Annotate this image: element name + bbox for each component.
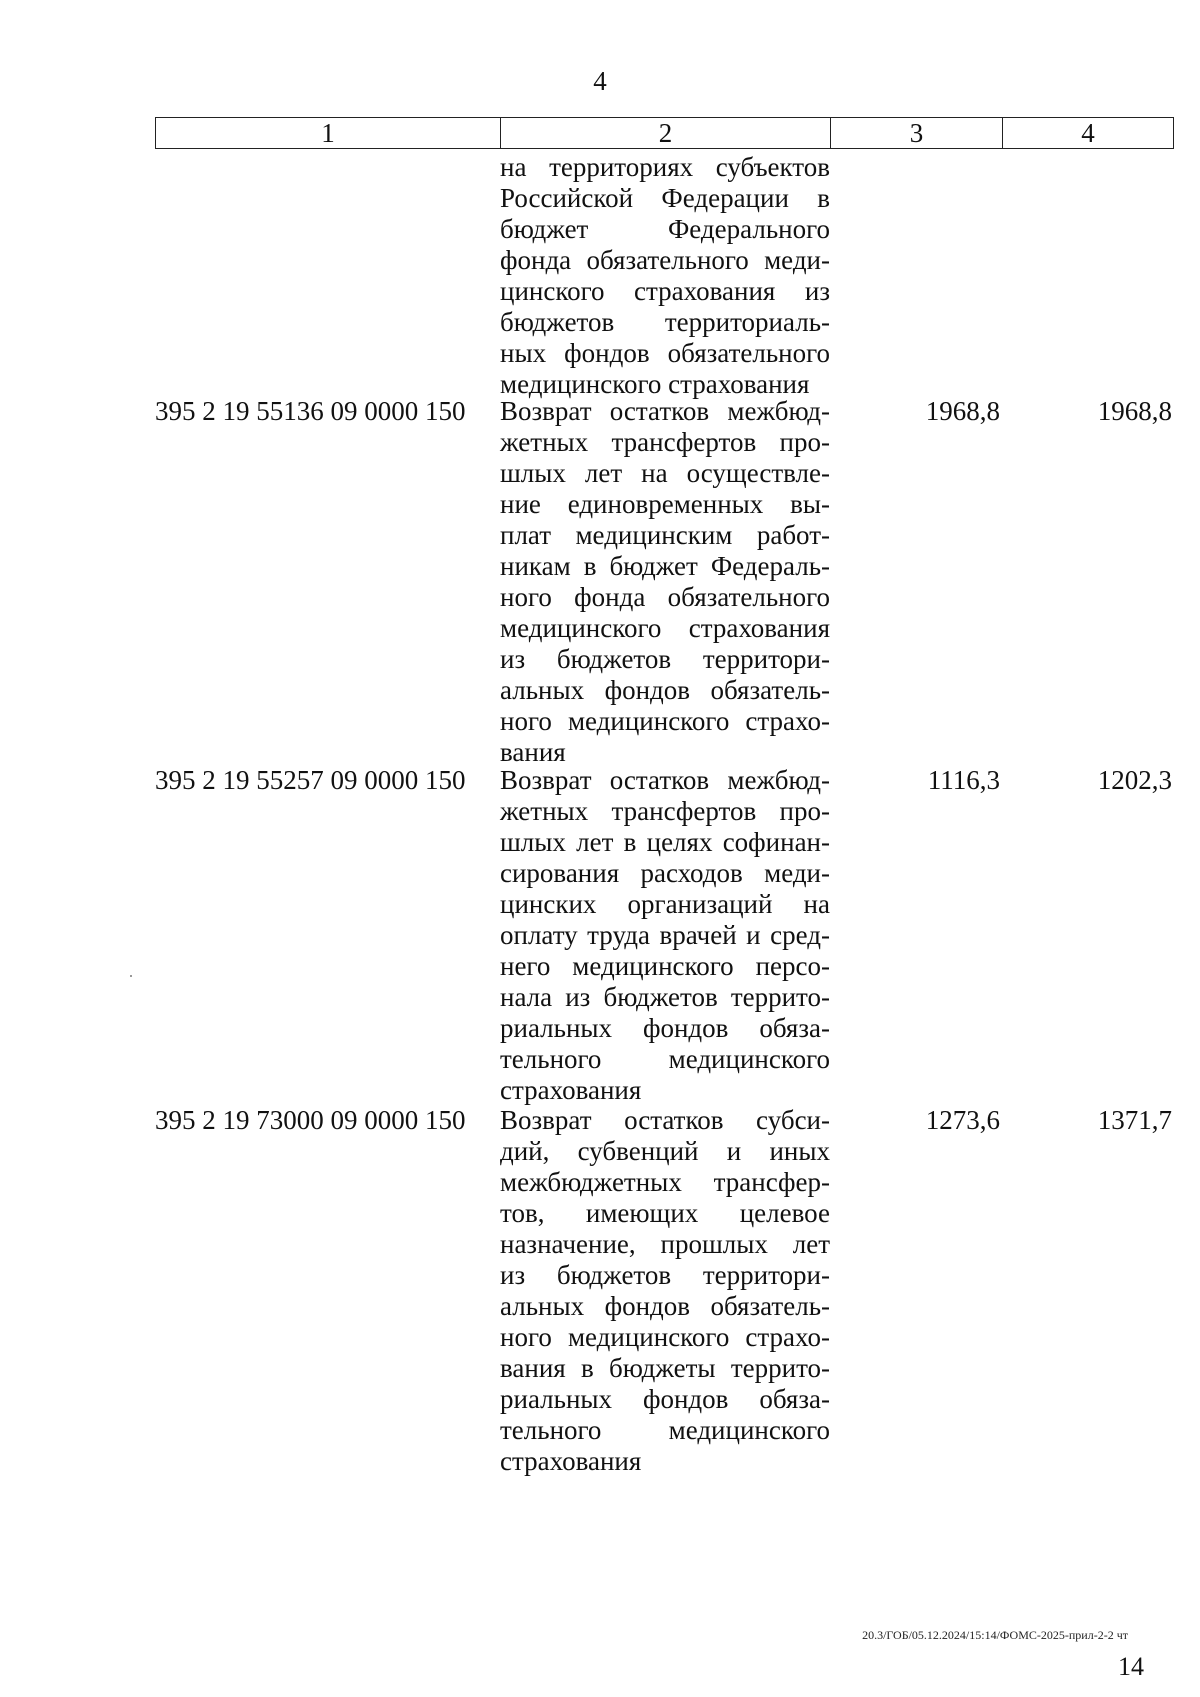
row-3-description xyxy=(500,1105,830,1477)
row-2-code: 395 2 19 55257 09 0000 150 xyxy=(155,765,466,795)
desc-line: сирования расходов меди- xyxy=(500,858,830,888)
desc-line: из бюджетов территори- xyxy=(500,1260,830,1290)
desc-line: альных фондов обязатель- xyxy=(500,675,830,705)
desc-line: межбюджетных трансфер- xyxy=(500,1167,830,1197)
row-2-value-3: 1116,3 xyxy=(927,765,1000,795)
row-1-value-3: 1968,8 xyxy=(925,396,1000,426)
desc-line: Возврат остатков межбюд- xyxy=(500,765,830,795)
row-1-description xyxy=(500,396,830,768)
desc-line: жетных трансфертов про- xyxy=(500,796,830,826)
desc-line: цинских организаций на xyxy=(500,889,830,919)
desc-line: него медицинского персо- xyxy=(500,951,830,981)
desc-line: дий, субвенций и иных xyxy=(500,1136,830,1166)
column-header-1: 1 xyxy=(156,118,501,149)
desc-line: вания в бюджеты террито- xyxy=(500,1353,830,1383)
column-header-3: 3 xyxy=(831,118,1003,149)
row-3-value-3: 1273,6 xyxy=(925,1105,1000,1135)
desc-line: ного медицинского страхо- xyxy=(500,706,830,736)
desc-line: шлых лет на осуществле- xyxy=(500,458,830,488)
scan-speck xyxy=(130,975,132,977)
row-3-value-4: 1371,7 xyxy=(1097,1105,1172,1135)
desc-line: тельного медицинского xyxy=(500,1044,830,1074)
desc-line: шлых лет в целях софинан- xyxy=(500,827,830,857)
desc-line: бюджетов территориаль- xyxy=(500,307,830,337)
row-3-code: 395 2 19 73000 09 0000 150 xyxy=(155,1105,466,1135)
sheet-number: 14 xyxy=(1118,1652,1144,1681)
desc-line: ного медицинского страхо- xyxy=(500,1322,830,1352)
desc-line: альных фондов обязатель- xyxy=(500,1291,830,1321)
desc-line: медицинского страхования xyxy=(500,613,830,643)
desc-line: бюджет Федерального xyxy=(500,214,830,244)
column-header-4: 4 xyxy=(1003,118,1174,149)
desc-line: страхования xyxy=(500,1075,642,1105)
desc-line: страхования xyxy=(500,1446,642,1476)
desc-line: из бюджетов территори- xyxy=(500,644,830,674)
desc-line: тельного медицинского xyxy=(500,1415,830,1445)
desc-line: никам в бюджет Федераль- xyxy=(500,551,830,581)
row-1-value-4: 1968,8 xyxy=(1097,396,1172,426)
desc-line: вания xyxy=(500,737,566,767)
footer-stamp: 20.3/ГОБ/05.12.2024/15:14/ФОМС-2025-прил-2-2 чт xyxy=(862,1628,1128,1642)
desc-line: риальных фондов обяза- xyxy=(500,1013,830,1043)
row-1-code: 395 2 19 55136 09 0000 150 xyxy=(155,396,466,426)
row-2-description xyxy=(500,765,830,1106)
desc-line: Возврат остатков субси- xyxy=(500,1105,830,1135)
desc-line: ного фонда обязательного xyxy=(500,582,830,612)
continued-description xyxy=(500,152,830,400)
row-2-value-4: 1202,3 xyxy=(1097,765,1172,795)
desc-line: риальных фондов обяза- xyxy=(500,1384,830,1414)
desc-line: Российской Федерации в xyxy=(500,183,830,213)
desc-line: тов, имеющих целевое xyxy=(500,1198,830,1228)
desc-line: ние единовременных вы- xyxy=(500,489,830,519)
column-header-2: 2 xyxy=(501,118,831,149)
desc-line: Возврат остатков межбюд- xyxy=(500,396,830,426)
page-number: 4 xyxy=(593,66,607,96)
desc-line: жетных трансфертов про- xyxy=(500,427,830,457)
desc-line: оплату труда врачей и сред- xyxy=(500,920,830,950)
desc-line: фонда обязательного меди- xyxy=(500,245,830,275)
table-header xyxy=(155,117,1174,149)
desc-line: плат медицинским работ- xyxy=(500,520,830,550)
desc-line: ных фондов обязательного xyxy=(500,338,830,368)
desc-line: назначение, прошлых лет xyxy=(500,1229,830,1259)
desc-line: цинского страхования из xyxy=(500,276,830,306)
desc-line: на территориях субъектов xyxy=(500,152,830,182)
desc-line: нала из бюджетов террито- xyxy=(500,982,830,1012)
desc-line: медицинского страхования xyxy=(500,369,810,399)
